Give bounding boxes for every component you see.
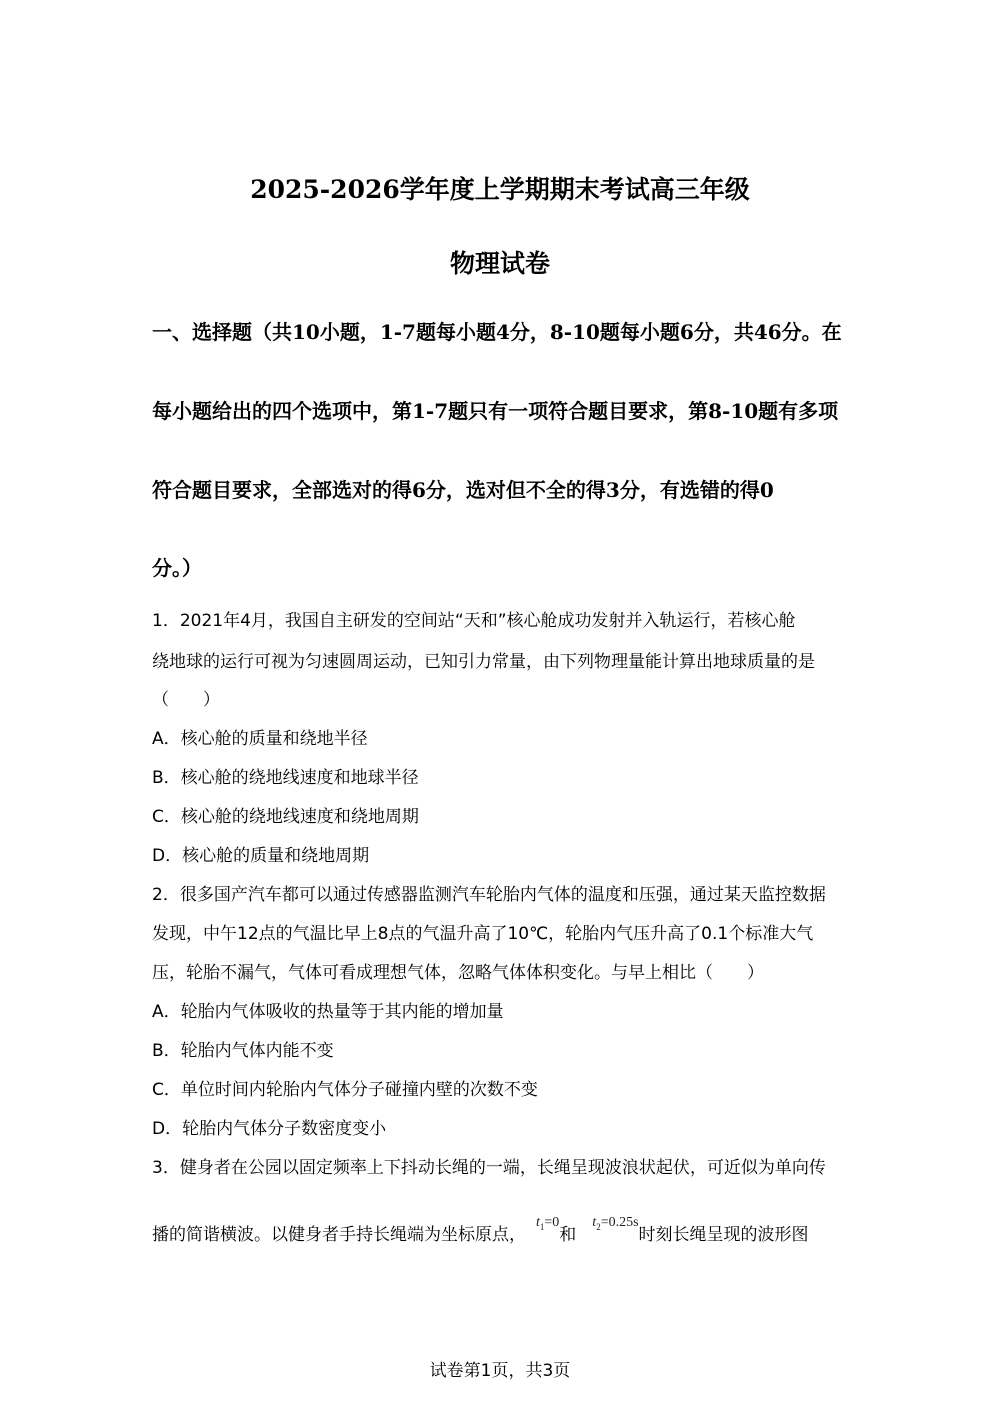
section-line: 一、选择题（共10小题，1-7题每小题4分，8-10题每小题6分，共46分。在: [152, 320, 842, 344]
section-line: 每小题给出的四个选项中，第1-7题只有一项符合题目要求，第8-10题有多项: [152, 399, 839, 423]
option-b: B．轮胎内气体内能不变: [152, 1041, 334, 1061]
question-stem-line: [152, 1215, 809, 1246]
time-t2-formula: t2=0.25s: [592, 1215, 639, 1232]
stem-text: 播的简谐横波。以健身者手持长绳端为坐标原点，: [152, 1225, 526, 1245]
conjunction-text: 和: [559, 1225, 577, 1245]
exam-title: 2025-2026学年度上学期期末考试高三年级: [250, 175, 750, 204]
question-stem-line: 2．很多国产汽车都可以通过传感器监测汽车轮胎内气体的温度和压强，通过某天监控数据: [152, 885, 826, 905]
section-line: 分。）: [152, 556, 202, 580]
question-stem-line: 绕地球的运行可视为匀速圆周运动，已知引力常量，由下列物理量能计算出地球质量的是: [152, 652, 815, 672]
question-answer-blank: （ ）: [152, 690, 220, 710]
option-d: D．轮胎内气体分子数密度变小: [152, 1119, 387, 1139]
question-stem-line: 发现，中午12点的气温比早上8点的气温升高了10℃，轮胎内气压升高了0.1个标准大气: [152, 924, 814, 944]
exam-subtitle: 物理试卷: [449, 249, 550, 278]
section-line: 符合题目要求，全部选对的得6分，选对但不全的得3分，有选错的得0: [152, 478, 774, 502]
option-c: C．核心舱的绕地线速度和绕地周期: [152, 807, 419, 827]
option-b: B．核心舱的绕地线速度和地球半径: [152, 768, 419, 788]
question-stem-line: 1．2021年4月，我国自主研发的空间站“天和”核心舱成功发射并入轨运行，若核心舱: [152, 611, 796, 631]
page-number-footer: 试卷第1页，共3页: [429, 1361, 571, 1381]
question-stem-line: 3．健身者在公园以固定频率上下抖动长绳的一端，长绳呈现波浪状起伏，可近似为单向传: [152, 1158, 826, 1178]
option-a: A．轮胎内气体吸收的热量等于其内能的增加量: [152, 1002, 504, 1022]
option-a: A．核心舱的质量和绕地半径: [152, 729, 368, 749]
option-c: C．单位时间内轮胎内气体分子碰撞内壁的次数不变: [152, 1080, 538, 1100]
question-stem-line: 压，轮胎不漏气，气体可看成理想气体，忽略气体体积变化。与早上相比（ ）: [152, 963, 764, 983]
stem-text: 时刻长绳呈现的波形图: [638, 1225, 809, 1245]
time-t1-formula: t1=0: [536, 1215, 560, 1232]
option-d: D．核心舱的质量和绕地周期: [152, 846, 370, 866]
